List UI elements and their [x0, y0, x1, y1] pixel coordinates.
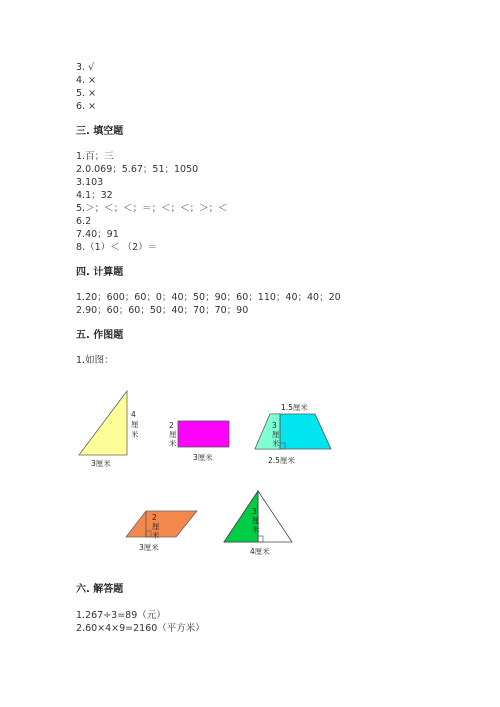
- rectangle-base-label: 3厘米: [193, 453, 213, 462]
- fill-answer-1: 1.百；三: [76, 151, 114, 162]
- answer-line-4: 4. ×: [76, 75, 97, 86]
- trapezoid-base-label: 2.5厘米: [268, 456, 295, 465]
- word-problem-answer-2: 2.60×4×9=2160（平方米）: [76, 623, 205, 634]
- drawing-answer-1: 1.如图：: [76, 355, 114, 366]
- parallelogram-figure: [126, 511, 197, 552]
- trapezoid-figure: [255, 402, 331, 465]
- green-triangle-base-label: 4厘米: [250, 547, 270, 556]
- triangle-side-label-char-2: 厘: [131, 420, 139, 429]
- trapezoid-top-label: 1.5厘米: [281, 403, 308, 412]
- word-problem-answer-1: 1.267÷3=89（元）: [76, 610, 166, 621]
- fill-answer-2: 2.0.069；5.67；51；1050: [76, 164, 199, 175]
- parallelogram-height-label-char-2: 厘: [152, 522, 160, 531]
- right-triangle-figure: [79, 391, 139, 468]
- fill-answer-6: 6.2: [76, 216, 92, 227]
- answer-line-6: 6. ×: [76, 101, 97, 112]
- triangle-side-label-char-3: 米: [131, 430, 139, 439]
- calc-answer-1: 1.20；600；60；0；40；50；90；60；110；40；40；20: [76, 292, 341, 303]
- fill-answer-5: 5.＞；＜；＜；＝；＜；＜；＞；＜: [76, 203, 228, 214]
- green-triangle-height-label-char-3: 米: [252, 525, 260, 534]
- trapezoid-height-label-char-1: 3: [272, 421, 277, 430]
- trapezoid-height-label-char-2: 厘: [272, 430, 280, 439]
- section-heading-calculation: 四. 计算题: [76, 267, 124, 278]
- triangle-base-label: 3厘米: [91, 459, 111, 468]
- trapezoid-height-label-char-3: 米: [272, 439, 280, 448]
- fill-answer-8: 8.（1）＜ （2）＝: [76, 242, 158, 253]
- rectangle-side-label-char-1: 2: [169, 421, 174, 430]
- answer-line-3: 3. √: [76, 62, 95, 73]
- answer-line-5: 5. ×: [76, 88, 97, 99]
- section-heading-drawing: 五. 作图题: [76, 330, 124, 341]
- parallelogram-base-label: 3厘米: [139, 543, 159, 552]
- height-triangle-figure: [224, 491, 292, 556]
- rectangle-side-label-char-3: 米: [169, 439, 177, 448]
- section-heading-word-problems: 六. 解答题: [76, 584, 124, 595]
- rectangle-figure: [169, 421, 229, 462]
- triangle-side-label-char-1: 4: [131, 410, 136, 419]
- green-triangle-height-label-char-1: 3: [252, 507, 257, 516]
- fill-answer-3: 3.103: [76, 177, 104, 188]
- parallelogram-height-label-char-3: 米: [152, 531, 160, 540]
- rectangle-side-label-char-2: 厘: [169, 430, 177, 439]
- green-triangle-height-label-char-2: 厘: [252, 516, 260, 525]
- calc-answer-2: 2.90；60；60；50；40；70；70；90: [76, 305, 249, 316]
- parallelogram-height-label-char-1: 2: [152, 513, 157, 522]
- fill-answer-4: 4.1；32: [76, 190, 113, 201]
- fill-answer-7: 7.40；91: [76, 229, 119, 240]
- section-heading-fill-in: 三. 填空题: [76, 126, 124, 137]
